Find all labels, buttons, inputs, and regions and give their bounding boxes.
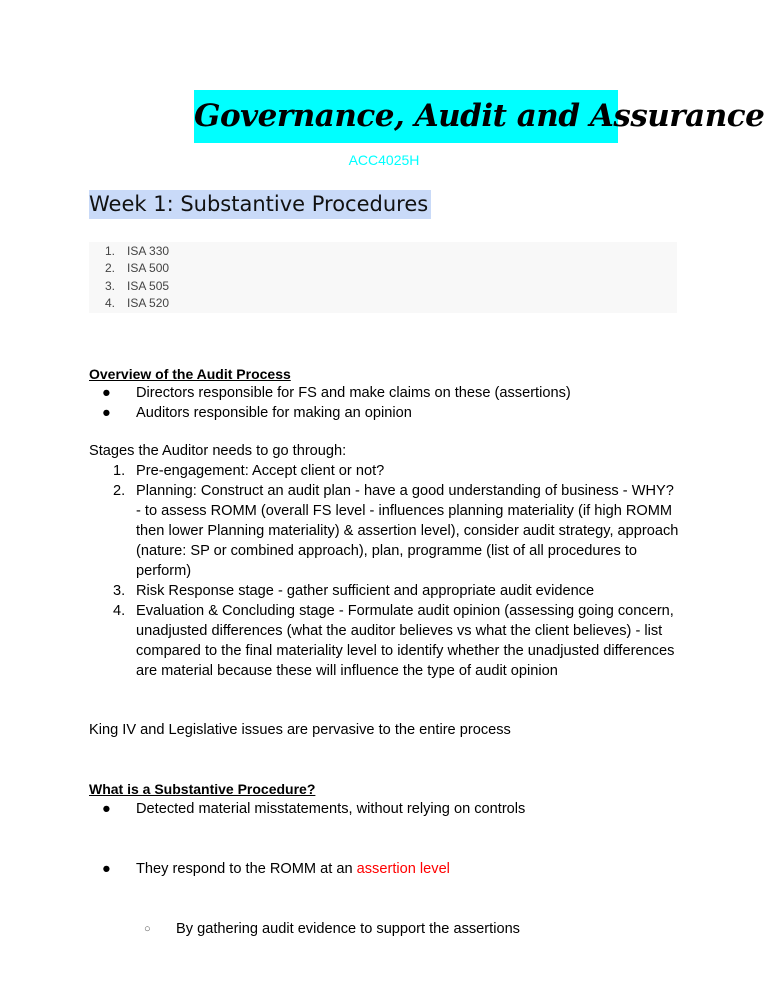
course-code: ACC4025H bbox=[348, 152, 420, 168]
list-item-text: ISA 330 bbox=[127, 244, 170, 258]
list-item-text: ISA 500 bbox=[127, 261, 170, 276]
list-marker: 1. bbox=[113, 463, 126, 479]
bullet-text-prefix: They respond to the ROMM at an bbox=[136, 861, 357, 877]
stages-list bbox=[89, 461, 679, 681]
overview-heading: Overview of the Audit Process bbox=[89, 366, 291, 382]
list-marker: 2. bbox=[105, 261, 116, 276]
list-item bbox=[89, 260, 169, 277]
list-item bbox=[89, 383, 689, 403]
list-item-text bbox=[136, 859, 736, 879]
hollow-bullet-icon: ○ bbox=[144, 923, 151, 935]
week-heading: Week 1: Substantive Procedures bbox=[89, 190, 431, 219]
list-marker: 3. bbox=[113, 583, 126, 599]
list-marker: 2. bbox=[113, 483, 126, 499]
overview-bullets bbox=[89, 383, 689, 423]
list-marker: 3. bbox=[105, 278, 116, 293]
king-iv-note: King IV and Legislative issues are pervasive to the entire process bbox=[89, 722, 511, 738]
list-item-text: By gathering audit evidence to support the assertions bbox=[176, 921, 520, 937]
list-item bbox=[89, 799, 736, 819]
assertion-level-highlight: assertion level bbox=[356, 861, 450, 877]
list-item-text: Planning: Construct an audit plan - have a good understanding of business - WHY? - to assess ROMM (overall FS level - influences planning materiality (if high ROMM then lower Planning materiality) & assertion level), consider audit strategy, approach (nature: SP or combined approach), plan, programme (list of all procedures to perform) bbox=[136, 483, 679, 579]
list-item-text: Detected material misstatements, without relying on controls bbox=[136, 801, 526, 817]
isa-list bbox=[89, 243, 169, 312]
list-item bbox=[89, 295, 169, 312]
list-item-text: Risk Response stage - gather sufficient and appropriate audit evidence bbox=[136, 583, 595, 599]
list-item-text: ISA 505 bbox=[127, 278, 170, 293]
list-item-text: ISA 520 bbox=[127, 295, 170, 310]
list-item-text: Auditors responsible for making an opinion bbox=[136, 405, 412, 421]
list-marker: 1. bbox=[105, 244, 116, 258]
list-marker: 4. bbox=[105, 295, 116, 310]
bullet-icon: ● bbox=[102, 405, 111, 421]
list-item bbox=[89, 859, 736, 879]
stages-intro: Stages the Auditor needs to go through: bbox=[89, 443, 347, 459]
isa-list-background bbox=[89, 242, 677, 313]
bullet-icon: ● bbox=[102, 861, 111, 877]
bullet-icon: ● bbox=[102, 801, 111, 817]
list-item bbox=[89, 601, 679, 681]
list-item-text: Evaluation & Concluding stage - Formulate audit opinion (assessing going concern, unadjusted differences (what the auditor believes vs what the client believes) - list compared to the final materiality level to identify whether the unadjusted differences are material because these will influence the type of audit opinion bbox=[136, 603, 675, 679]
bullet-icon: ● bbox=[102, 385, 111, 401]
list-item-text: Directors responsible for FS and make claims on these (assertions) bbox=[136, 385, 571, 401]
list-item bbox=[89, 403, 689, 423]
list-marker: 4. bbox=[113, 603, 126, 619]
list-item bbox=[89, 461, 679, 481]
substantive-heading: What is a Substantive Procedure? bbox=[89, 781, 316, 797]
document-title: Governance, Audit and Assurance bbox=[194, 98, 765, 134]
list-item bbox=[89, 481, 679, 581]
list-item bbox=[89, 243, 169, 260]
list-item bbox=[89, 581, 679, 601]
list-item bbox=[89, 278, 169, 295]
list-item-text: Pre-engagement: Accept client or not? bbox=[136, 463, 385, 479]
sub-list-item bbox=[89, 919, 768, 939]
